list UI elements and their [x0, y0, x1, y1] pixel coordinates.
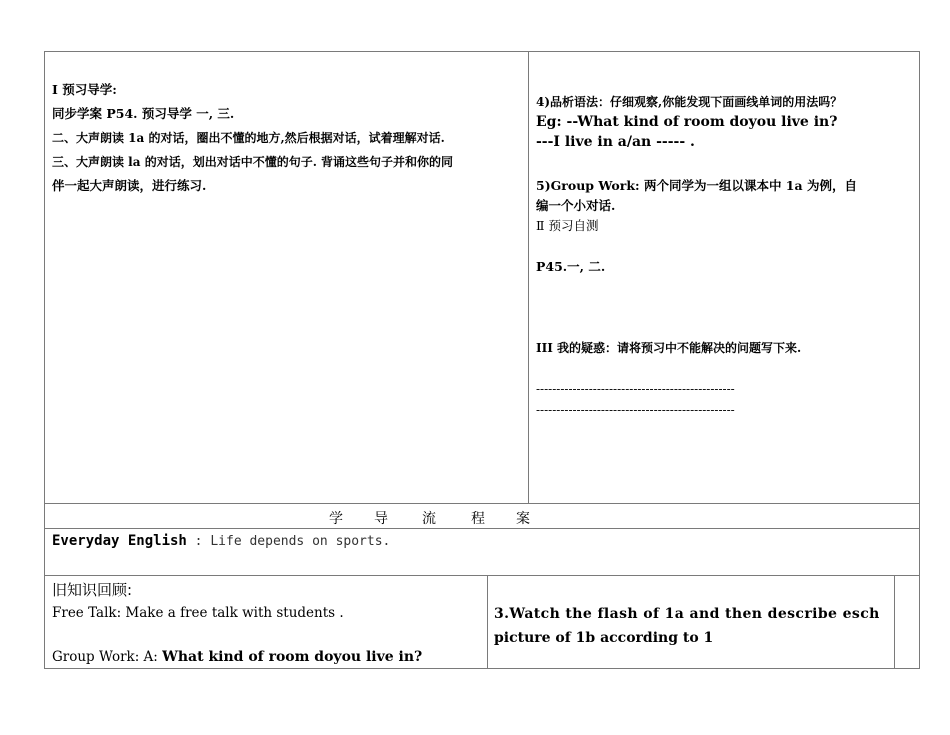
example-answer: ---I live in a/an ----- . [536, 134, 695, 150]
watch-flash-line: 3.Watch the flash of 1a and then describe esch [494, 606, 880, 622]
section-title-char: 学 [329, 511, 343, 527]
top-column-divider [528, 51, 529, 503]
self-test-heading: Ⅱ 预习自测 [536, 218, 599, 233]
bottom-column-divider [487, 575, 488, 669]
dash-line: ------------------------------------------------- [536, 382, 735, 396]
group-work-cell [536, 176, 916, 236]
p45-line: P45.一, 二. [536, 259, 606, 274]
group-work-line: 5)Group Work: 两个同学为一组以课本中 1a 为例，自 [536, 178, 857, 193]
watch-flash-cell [494, 602, 890, 650]
review-heading: 旧知识回顾: [52, 581, 133, 599]
grammar-prompt: 4)品析语法：仔细观察,你能发现下面画线单词的用法吗？ [536, 95, 843, 109]
section-title-char: 案 [516, 511, 530, 527]
everyday-english-row [52, 530, 390, 553]
preview-guide-line: 二、大声朗读 1a 的对话，圈出不懂的地方,然后根据对话，试着理解对话. [52, 131, 445, 145]
row-divider-1 [44, 503, 920, 504]
group-work-question: What kind of room doyou live in? [162, 649, 423, 665]
dash-line: ------------------------------------------------- [536, 403, 735, 417]
preview-guide-line: 同步学案 P54. 预习导学 一, 三. [52, 106, 235, 121]
group-work-label: Group Work: A: [52, 649, 163, 665]
watch-flash-line: picture of 1b according to 1 [494, 630, 714, 646]
preview-guide-heading: I 预习导学: [52, 82, 117, 97]
doubts-line: III 我的疑惑：请将预习中不能解决的问题写下来. [536, 341, 802, 355]
row-divider-2 [44, 528, 920, 529]
row-divider-3 [44, 575, 920, 576]
free-talk-line: Free Talk: Make a free talk with students . [52, 605, 344, 621]
group-work-line: 编一个小对话. [536, 198, 616, 213]
everyday-english-label: Everyday English [52, 533, 187, 549]
section-title-char: 导 [374, 511, 388, 527]
section-title-char: 程 [471, 511, 485, 527]
review-cell [52, 579, 484, 669]
everyday-english-text: : Life depends on sports. [186, 534, 391, 549]
preview-guide-cell [52, 78, 524, 198]
section-title-char: 流 [422, 511, 436, 527]
example-question: Eg: --What kind of room doyou live in? [536, 114, 838, 130]
bottom-right-divider [894, 575, 895, 669]
answer-dashes [536, 379, 735, 421]
preview-guide-line: 三、大声朗读 la 的对话，划出对话中不懂的句子. 背诵这些句子并和你的同 [52, 155, 454, 169]
group-work-dialogue [52, 645, 484, 669]
preview-guide-line: 伴一起大声朗读，进行练习. [52, 178, 207, 193]
grammar-cell [536, 92, 916, 152]
